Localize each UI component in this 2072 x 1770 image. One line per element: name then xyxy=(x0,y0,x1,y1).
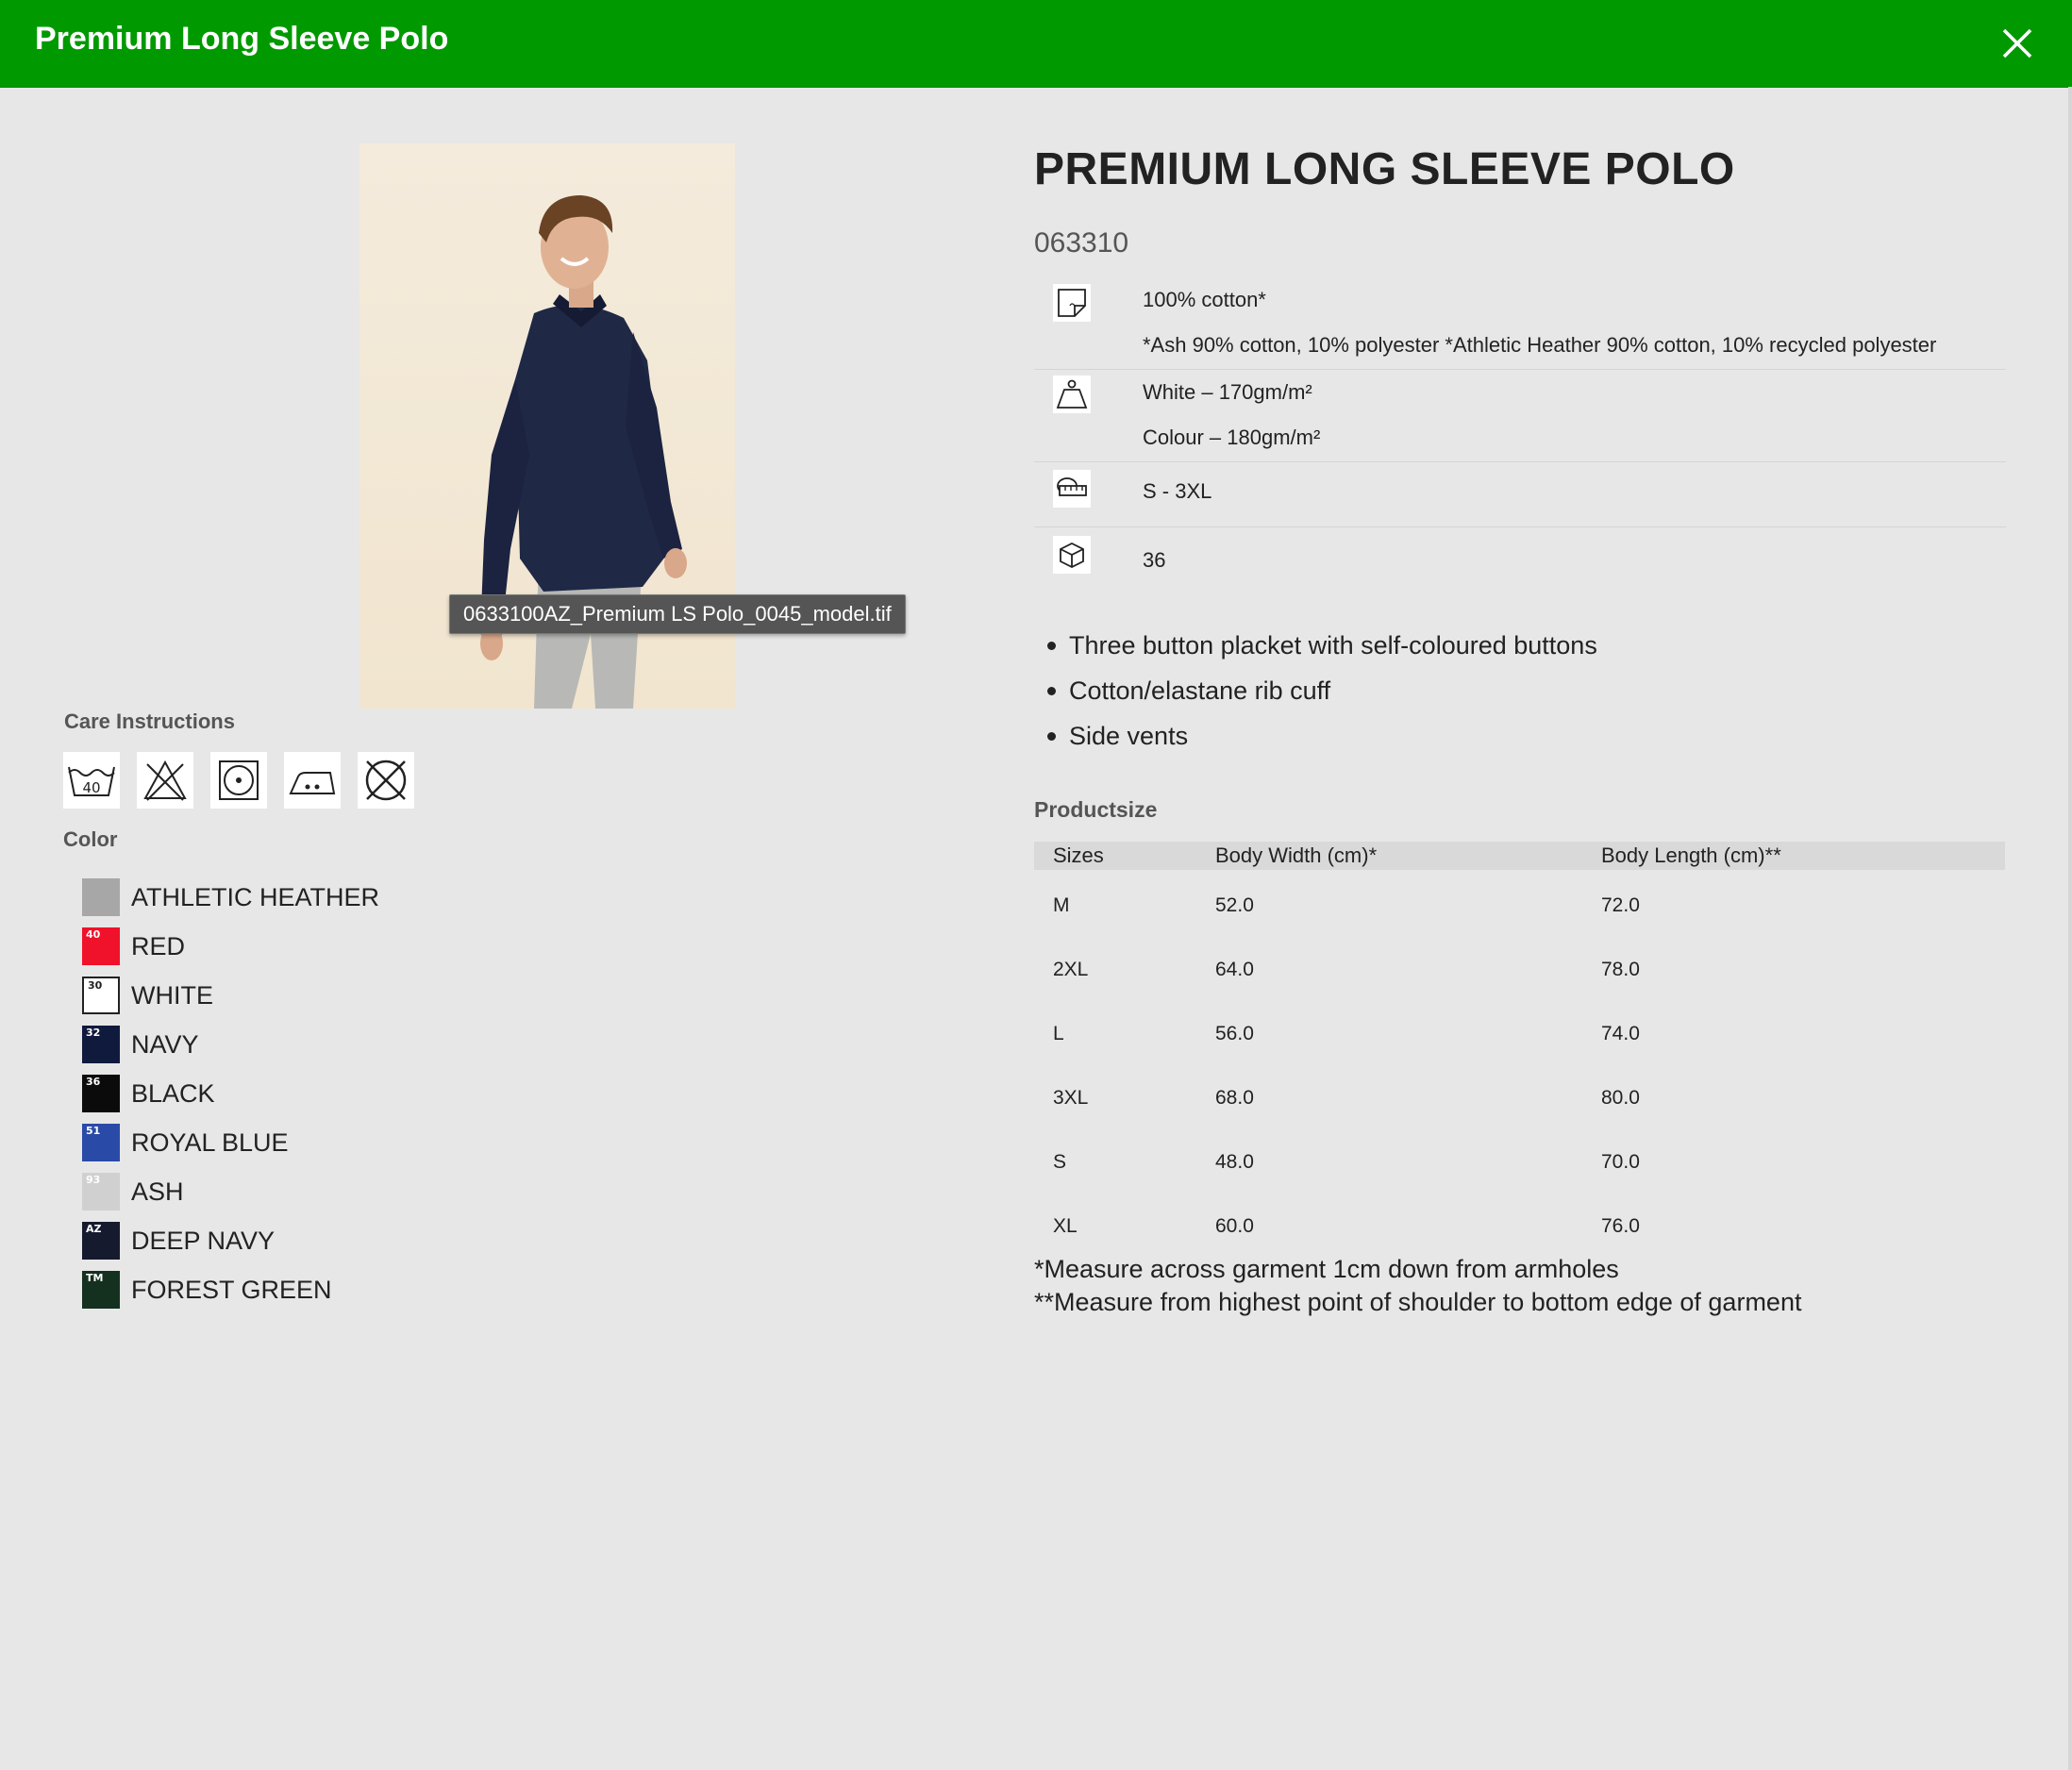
color-option-navy[interactable] xyxy=(82,1020,379,1069)
table-row: 3XL 68.0 80.0 xyxy=(1053,1087,1640,1109)
spec-row-sizes xyxy=(1034,462,2006,527)
note-body-length: **Measure from highest point of shoulder to bottom edge of garment xyxy=(1034,1288,1802,1316)
color-name: DEEP NAVY xyxy=(131,1226,276,1255)
product-code: 063310 xyxy=(1034,227,1129,259)
note-body-width: *Measure across garment 1cm down from armholes xyxy=(1034,1255,1619,1283)
box-icon xyxy=(1053,536,1091,574)
color-swatch[interactable]: 32 xyxy=(82,1026,120,1063)
fabric-composition: 100% cotton* xyxy=(1143,288,1266,311)
color-name: FOREST GREEN xyxy=(131,1275,332,1304)
table-row: L 56.0 74.0 xyxy=(1053,1023,1640,1044)
svg-text:40: 40 xyxy=(82,779,101,796)
table-row: M 52.0 72.0 xyxy=(1053,894,1640,916)
size-table-header: Sizes Body Width (cm)* Body Length (cm)** xyxy=(1034,842,2005,870)
color-option-forest-green[interactable] xyxy=(82,1265,379,1314)
feature-list xyxy=(1047,623,1597,759)
table-row: XL 60.0 76.0 xyxy=(1053,1215,1640,1237)
spec-table xyxy=(1034,276,2006,592)
color-label: Color xyxy=(63,827,118,851)
productsize-label: Productsize xyxy=(1034,797,1158,822)
table-row: 2XL 64.0 78.0 xyxy=(1053,959,1640,980)
no-bleach-icon xyxy=(137,752,193,809)
weight-colour: Colour – 180gm/m² xyxy=(1143,426,1321,449)
spec-row-weight xyxy=(1034,370,2006,462)
pack-quantity: 36 xyxy=(1143,548,1166,572)
color-swatch[interactable]: TM xyxy=(82,1271,120,1309)
color-option-white[interactable] xyxy=(82,971,379,1020)
color-name: RED xyxy=(131,931,186,960)
spec-row-fabric xyxy=(1034,276,2006,370)
feature-item: Cotton/elastane rib cuff xyxy=(1047,668,1597,713)
no-dry-clean-icon xyxy=(358,752,414,809)
color-option-ash[interactable] xyxy=(82,1167,379,1216)
color-swatch[interactable]: AZ xyxy=(82,1222,120,1260)
color-name: ROYAL BLUE xyxy=(131,1127,289,1157)
image-filename-tooltip: 0633100AZ_Premium LS Polo_0045_model.tif xyxy=(449,594,906,634)
color-name: ATHLETIC HEATHER xyxy=(131,882,380,911)
product-title: PREMIUM LONG SLEEVE POLO xyxy=(1034,144,1735,194)
color-option-red[interactable] xyxy=(82,922,379,971)
color-swatch[interactable]: 30 xyxy=(82,977,120,1014)
table-row: S 48.0 70.0 xyxy=(1053,1151,1640,1173)
scrollbar-track[interactable] xyxy=(2068,87,2072,1770)
size-table xyxy=(1034,842,2005,1255)
weight-icon xyxy=(1053,376,1091,413)
iron-medium-icon xyxy=(284,752,341,809)
fabric-icon xyxy=(1053,284,1091,322)
color-swatch[interactable] xyxy=(82,878,120,916)
care-icons xyxy=(63,752,414,809)
close-icon[interactable] xyxy=(1998,25,2036,62)
color-name: BLACK xyxy=(131,1078,215,1108)
close-button[interactable] xyxy=(1998,25,2036,62)
tumble-dry-icon xyxy=(210,752,267,809)
feature-item: Three button placket with self-coloured buttons xyxy=(1047,623,1597,668)
color-swatch[interactable]: 36 xyxy=(82,1075,120,1112)
fabric-note: *Ash 90% cotton, 10% polyester *Athletic Heather 90% cotton, 10% recycled polyester xyxy=(1143,333,1937,357)
feature-item: Side vents xyxy=(1047,713,1597,759)
modal-title: Premium Long Sleeve Polo xyxy=(35,21,449,57)
color-name: NAVY xyxy=(131,1029,199,1059)
weight-white: White – 170gm/m² xyxy=(1143,380,1312,404)
color-name: WHITE xyxy=(131,980,213,1010)
color-swatch[interactable]: 51 xyxy=(82,1124,120,1161)
color-list xyxy=(82,873,379,1314)
color-option-royal-blue[interactable] xyxy=(82,1118,379,1167)
color-name: ASH xyxy=(131,1177,184,1206)
color-option-athletic-heather[interactable] xyxy=(82,873,379,922)
tape-measure-icon xyxy=(1053,470,1091,508)
care-instructions-label: Care Instructions xyxy=(64,710,235,733)
spec-row-pack xyxy=(1034,527,2006,592)
wash-40-icon xyxy=(63,752,120,809)
color-swatch[interactable]: 93 xyxy=(82,1173,120,1211)
color-swatch[interactable]: 40 xyxy=(82,927,120,965)
modal-header xyxy=(0,0,2072,88)
measurement-notes xyxy=(1034,1253,1801,1319)
color-option-black[interactable] xyxy=(82,1069,379,1118)
size-range: S - 3XL xyxy=(1143,479,1212,503)
color-option-deep-navy[interactable] xyxy=(82,1216,379,1265)
